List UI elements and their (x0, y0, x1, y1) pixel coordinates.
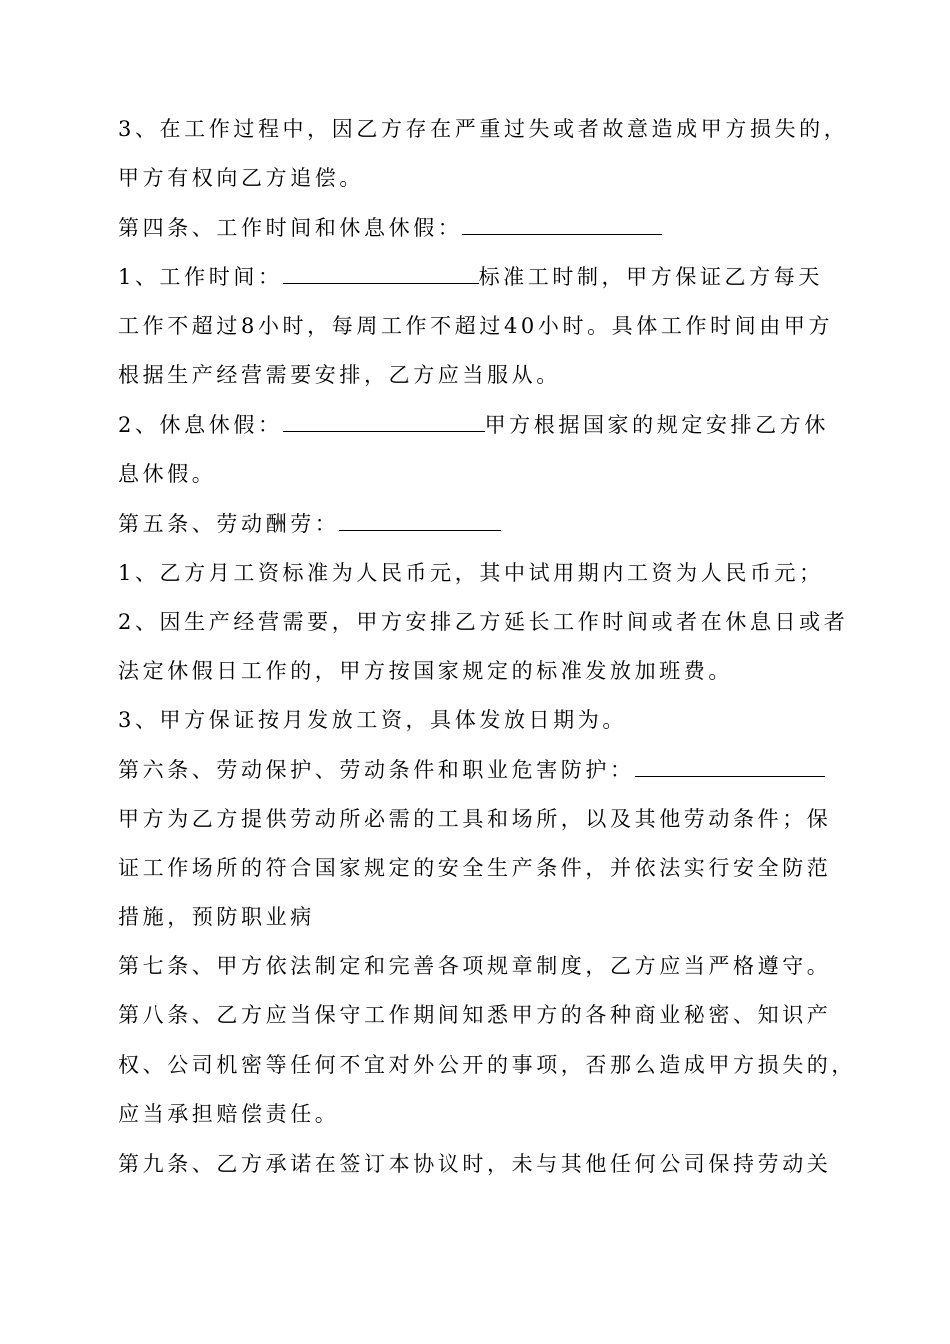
clause-text: 息休假。 (118, 462, 217, 486)
text-line (118, 1000, 831, 1030)
article-five-heading (118, 508, 501, 539)
text-line (118, 409, 829, 440)
fill-in-blank[interactable] (462, 212, 662, 235)
text-line (118, 705, 627, 735)
clause-text: 2、因生产经营需要，甲方安排乙方延长工作时间或者在休息日或者 (118, 610, 849, 634)
clause-text: 2、休息休假： (118, 413, 283, 437)
clause-text: 证工作场所的符合国家规定的安全生产条件，并依法实行安全防范 (118, 856, 832, 880)
clause-text: 第八条、乙方应当保守工作期间知悉甲方的各种商业秘密、知识产 (118, 1003, 832, 1027)
text-line (118, 607, 848, 637)
clause-text: 第五条、劳动酬劳： (118, 512, 340, 536)
clause-text: 法定休假日工作的，甲方按国家规定的标准发放加班费。 (118, 659, 733, 683)
text-line (118, 804, 831, 834)
fill-in-blank[interactable] (635, 754, 825, 777)
clause-text: 甲方为乙方提供劳动所必需的工具和场所，以及其他劳动条件；保 (118, 807, 832, 831)
article-four-heading (118, 212, 662, 243)
text-line (118, 114, 848, 144)
clause-text: 3、甲方保证按月发放工资，具体发放日期为。 (118, 708, 627, 732)
text-line (118, 1050, 856, 1080)
clause-text: 第六条、劳动保护、劳动条件和职业危害防护： (118, 758, 635, 782)
clause-text: 甲方根据国家的规定安排乙方休 (484, 413, 829, 437)
clause-text: 根据生产经营需要安排，乙方应当服从。 (118, 363, 561, 387)
text-line (118, 1099, 339, 1129)
text-line (118, 163, 364, 193)
clause-text: 甲方有权向乙方追偿。 (118, 166, 364, 190)
clause-text: 3、在工作过程中，因乙方存在严重过失或者故意造成甲方损失的， (118, 117, 849, 141)
clause-text: 权、公司机密等任何不宜对外公开的事项，否那么造成甲方损失的， (118, 1053, 856, 1077)
text-line (118, 311, 833, 341)
fill-in-blank[interactable] (339, 508, 501, 531)
clause-text: 第九条、乙方承诺在签订本协议时，未与其他任何公司保持劳动关 (118, 1152, 832, 1176)
text-line (118, 853, 831, 883)
text-line (118, 902, 315, 932)
text-line (118, 558, 824, 588)
clause-text: 措施，预防职业病 (118, 905, 315, 929)
clause-text: 应当承担赔偿责任。 (118, 1102, 340, 1126)
article-six-heading (118, 754, 825, 785)
text-line (118, 360, 561, 390)
clause-text: 工作不超过8小时，每周工作不超过40小时。具体工作时间由甲方 (118, 314, 834, 338)
clause-text: 第四条、工作时间和休息休假： (118, 216, 463, 240)
fill-in-blank[interactable] (283, 409, 485, 432)
clause-text: 1、乙方月工资标准为人民币元，其中试用期内工资为人民币元； (118, 561, 824, 585)
text-line (118, 261, 823, 292)
text-line (118, 1149, 831, 1179)
clause-text: 标准工时制，甲方保证乙方每天 (478, 265, 823, 289)
clause-text: 第七条、甲方依法制定和完善各项规章制度，乙方应当严格遵守。 (118, 954, 832, 978)
fill-in-blank[interactable] (283, 261, 479, 284)
text-line (118, 951, 831, 981)
text-line (118, 656, 733, 686)
clause-text: 1、工作时间： (118, 265, 283, 289)
text-line (118, 459, 216, 489)
